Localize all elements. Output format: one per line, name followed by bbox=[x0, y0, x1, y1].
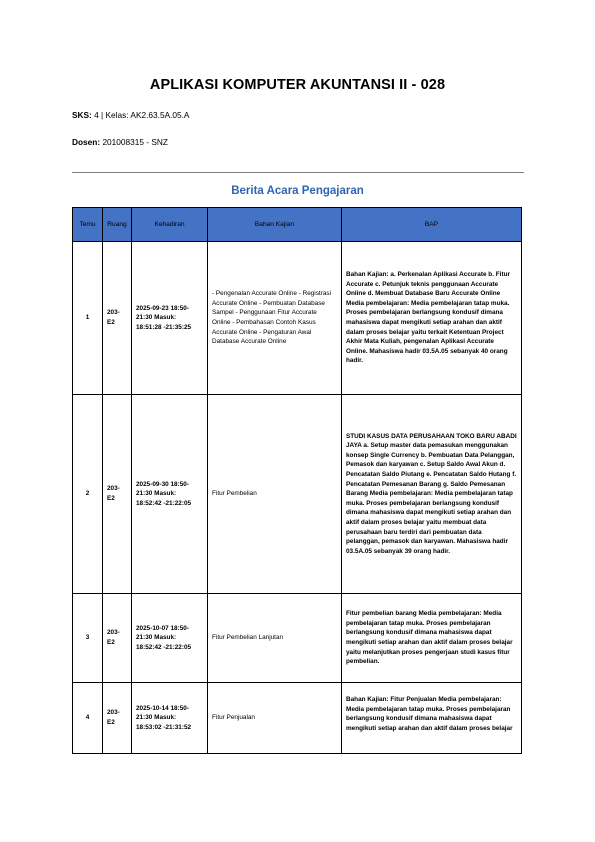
cell-bahan-kajian: Fitur Pembelian bbox=[208, 395, 342, 594]
lecturer-meta bbox=[72, 137, 168, 147]
cell-ruang: 203-E2 bbox=[103, 395, 132, 594]
cell-bahan-kajian: Fitur Penjualan bbox=[208, 683, 342, 754]
cell-bap: STUDI KASUS DATA PERUSAHAAN TOKO BARU ABADI JAYA a. Setup master data pemasukan menggunakan konsep Single Currency b. Pembuatan Data Pelanggan, Pemasok dan karyawan c. Setup Saldo Awal Akun d. Pencatatan Saldo Piutang e. Pencatatan Saldo Hutang f. Pencatatan Pemesanan Barang g. Saldo Pemesanan Barang Media pembelajaran: Media pembelajaran tatap muka. Proses pembelajaran berlangsung kondusif dimana mahasiswa dapat mengikuti setiap arahan dan aktif dalam proses belajar yaitu membuat data perusahaan baru terdiri dari pembuatan data pelanggan, pemasok dan karyawan. Mahasiswa hadir 03.5A.05 sebanyak 39 orang hadir. bbox=[342, 395, 522, 594]
cell-ruang: 203-E2 bbox=[103, 683, 132, 754]
cell-bap: Bahan Kajian: a. Perkenalan Aplikasi Accurate b. Fitur Accurate c. Petunjuk teknis penggunaan Accurate Online d. Membuat Database Baru Accurate Online Media pembelajaran: Media pembelajaran tatap muka. Proses pembelajaran berlangsung kondusif dimana mahasiswa dapat mengikuti setiap arahan dan aktif dalam proses belajar yaitu terkait Ketentuan Project Akhir Mata Kuliah, pengenalan Aplikasi Accurate Online. Mahasiswa hadir 03.5A.05 sebanyak 40 orang hadir. bbox=[342, 242, 522, 395]
cell-temu: 3 bbox=[73, 594, 103, 683]
header-temu: Temu bbox=[73, 208, 103, 242]
cell-bahan-kajian: - Pengenalan Accurate Online - Registrasi Accurate Online - Pembuatan Database Sampel - Penggunaan Fitur Accurate Online - Pembahasan Contoh Kasus Accurate Online - Pengaturan Awal Database Accurate Online bbox=[208, 242, 342, 395]
divider bbox=[72, 172, 524, 173]
cell-kehadiran: 2025-09-30 18:50-21:30 Masuk: 18:52:42 -21:22:05 bbox=[132, 395, 208, 594]
header-bahan-kajian: Bahan Kajian bbox=[208, 208, 342, 242]
cell-bahan-kajian: Fitur Pembelian Lanjutan bbox=[208, 594, 342, 683]
cell-ruang: 203-E2 bbox=[103, 242, 132, 395]
header-ruang: Ruang bbox=[103, 208, 132, 242]
bap-table bbox=[72, 207, 522, 754]
sks-value: 4 | Kelas: AK2.63.5A.05.A bbox=[94, 110, 190, 120]
cell-kehadiran: 2025-09-23 18:50-21:30 Masuk: 18:51:28 -21:35:25 bbox=[132, 242, 208, 395]
header-kehadiran: Kehadiran bbox=[132, 208, 208, 242]
table-row bbox=[73, 242, 522, 395]
table-header-row bbox=[73, 208, 522, 242]
header-bap: BAP bbox=[342, 208, 522, 242]
sks-label: SKS: bbox=[72, 110, 92, 120]
dosen-label: Dosen: bbox=[72, 137, 101, 147]
cell-kehadiran: 2025-10-14 18:50-21:30 Masuk: 18:53:02 -21:31:52 bbox=[132, 683, 208, 754]
cell-bap: Fitur pembelian barang Media pembelajaran: Media pembelajaran tatap muka. Proses pembelajaran berlangsung kondusif dimana mahasiswa dapat mengikuti setiap arahan dan aktif dalam proses belajar yaitu melanjutkan proses pengerjaan studi kasus fitur pembelian. bbox=[342, 594, 522, 683]
table-row bbox=[73, 395, 522, 594]
cell-temu: 1 bbox=[73, 242, 103, 395]
cell-bap: Bahan Kajian: Fitur Penjualan Media pembelajaran: Media pembelajaran tatap muka. Proses pembelajaran berlangsung kondusif dimana mahasiswa dapat mengikuti setiap arahan dan aktif dalam proses belajar bbox=[342, 683, 522, 754]
document-title: APLIKASI KOMPUTER AKUNTANSI II - 028 bbox=[149, 77, 446, 93]
course-meta bbox=[72, 110, 189, 120]
cell-temu: 2 bbox=[73, 395, 103, 594]
cell-ruang: 203-E2 bbox=[103, 594, 132, 683]
dosen-value: 201008315 - SNZ bbox=[102, 137, 168, 147]
table-row bbox=[73, 683, 522, 754]
cell-kehadiran: 2025-10-07 18:50-21:30 Masuk: 18:52:42 -21:22:05 bbox=[132, 594, 208, 683]
table-row bbox=[73, 594, 522, 683]
cell-temu: 4 bbox=[73, 683, 103, 754]
section-title: Berita Acara Pengajaran bbox=[231, 185, 364, 197]
